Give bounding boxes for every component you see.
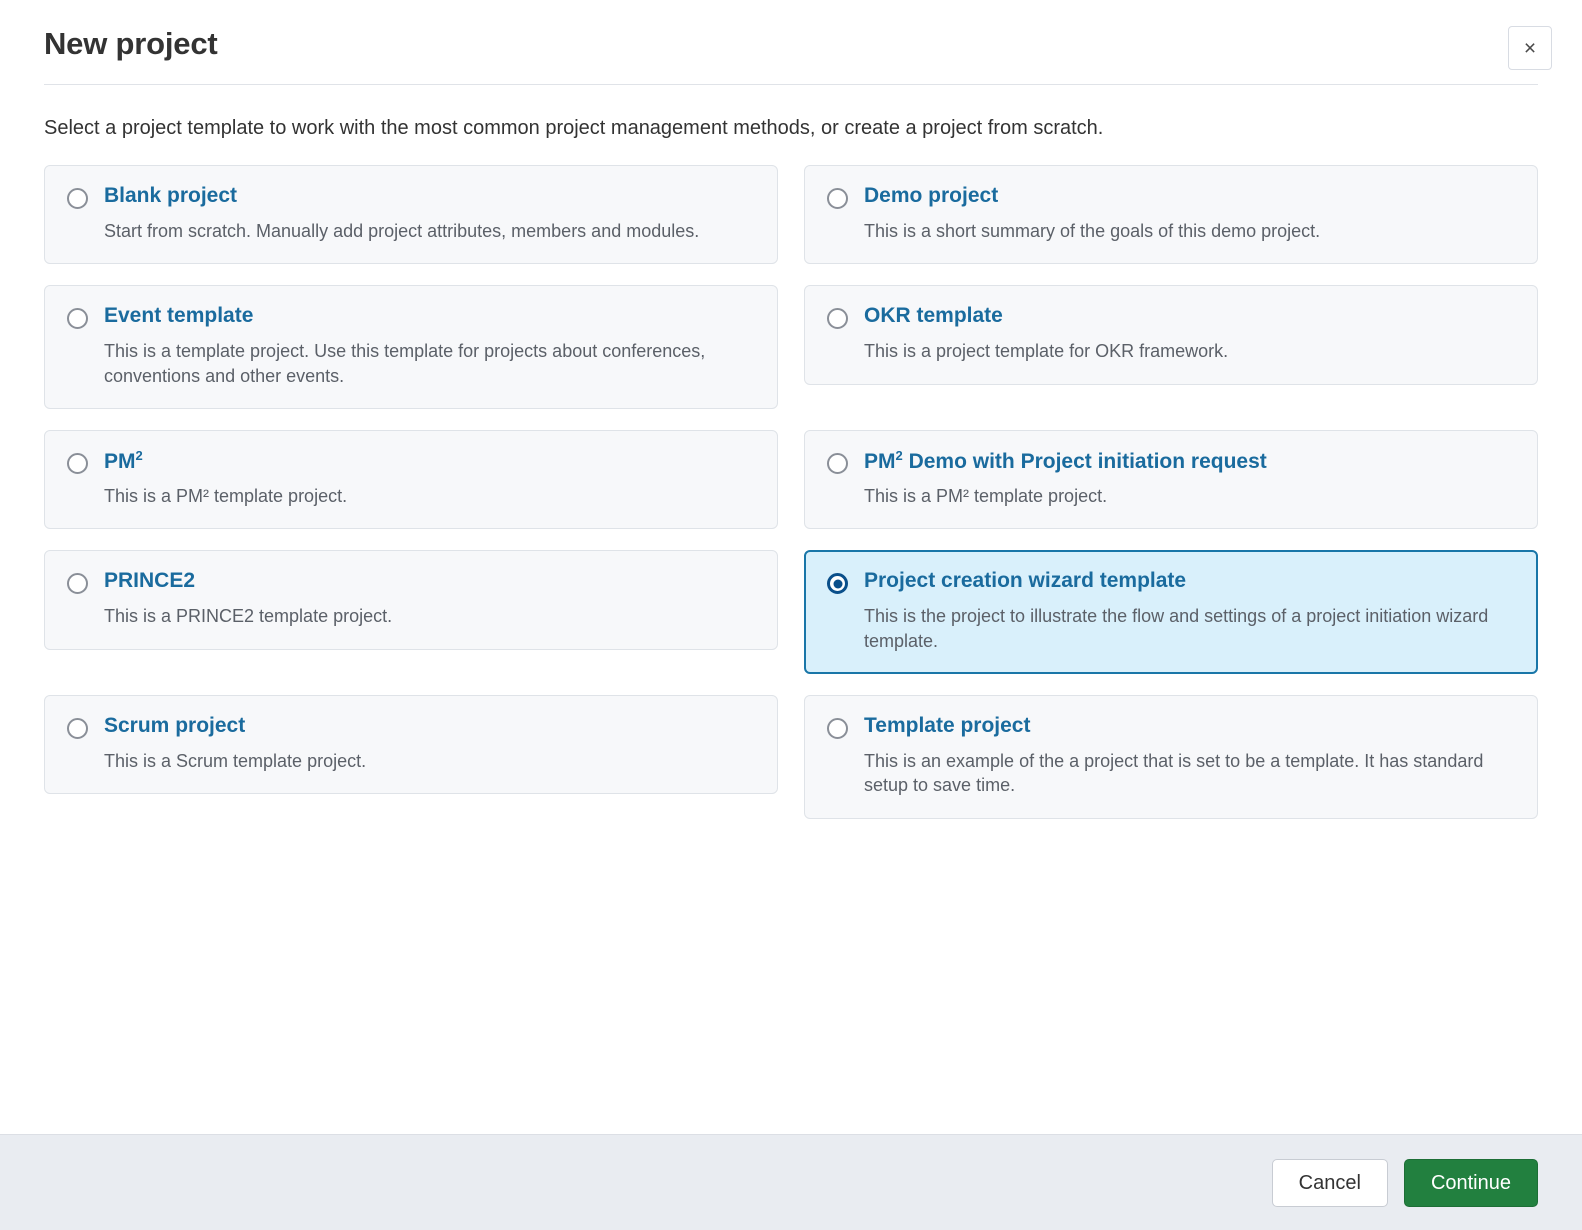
template-description: This is a PM² template project. xyxy=(104,486,348,507)
radio-scrum-project[interactable] xyxy=(67,718,88,739)
template-description: Start from scratch. Manually add project attributes, members and modules. xyxy=(104,221,700,241)
template-title-superscript: 2 xyxy=(135,447,143,463)
intro-text: Select a project template to work with the most common project management methods, or create a project from scratch. xyxy=(44,117,1104,139)
template-title: Event template xyxy=(104,304,254,328)
cancel-button[interactable]: Cancel xyxy=(1272,1159,1388,1207)
dialog-footer xyxy=(0,1134,1582,1230)
template-card-okr-template[interactable] xyxy=(804,285,1538,384)
template-card-template-project[interactable] xyxy=(804,695,1538,819)
continue-button[interactable]: Continue xyxy=(1404,1159,1538,1207)
card-head xyxy=(67,449,755,474)
template-card-demo-project[interactable] xyxy=(804,165,1538,264)
card-head xyxy=(827,569,1515,594)
template-description: This is a template project. Use this template for projects about conferences, conventions and other events. xyxy=(104,341,706,386)
template-card-prince2[interactable] xyxy=(44,550,778,649)
template-title xyxy=(104,449,143,474)
card-head xyxy=(827,304,1515,329)
close-icon[interactable]: × xyxy=(1508,26,1552,70)
template-description: This is a PRINCE2 template project. xyxy=(104,606,393,627)
card-head xyxy=(827,449,1515,474)
page-title: New project xyxy=(44,26,218,61)
radio-okr-template[interactable] xyxy=(827,308,848,329)
template-description: This is a PM² template project. xyxy=(864,486,1108,507)
card-head xyxy=(67,304,755,329)
template-title xyxy=(864,449,1267,474)
template-description: This is a project template for OKR framework. xyxy=(864,341,1229,362)
card-head xyxy=(827,184,1515,209)
template-card-event-template[interactable] xyxy=(44,285,778,409)
template-title-suffix: Demo with Project initiation request xyxy=(902,449,1267,473)
template-title-text: PM xyxy=(104,449,136,473)
radio-prince2[interactable] xyxy=(67,573,88,594)
template-description: This is the project to illustrate the flow and settings of a project initiation wizard template. xyxy=(864,606,1489,651)
template-card-pm2[interactable] xyxy=(44,430,778,529)
template-title: Project creation wizard template xyxy=(864,569,1187,593)
dialog-body xyxy=(0,85,1582,1134)
template-title: Demo project xyxy=(864,184,999,207)
template-title-text: PM xyxy=(864,449,896,473)
radio-project-creation-wizard-template[interactable] xyxy=(827,573,848,594)
template-card-scrum-project[interactable] xyxy=(44,695,778,794)
card-head xyxy=(827,714,1515,739)
radio-event-template[interactable] xyxy=(67,308,88,329)
template-description: This is a short summary of the goals of this demo project. xyxy=(864,221,1321,241)
radio-pm2-demo[interactable] xyxy=(827,453,848,474)
radio-pm2[interactable] xyxy=(67,453,88,474)
card-head xyxy=(67,714,755,739)
template-description: This is an example of the a project that is set to be a template. It has standard setup to save time. xyxy=(864,750,1484,796)
template-title: Scrum project xyxy=(104,713,246,737)
template-card-pm2-demo-with-project-initiation-request[interactable] xyxy=(804,430,1538,529)
radio-template-project[interactable] xyxy=(827,718,848,739)
card-head xyxy=(67,569,755,594)
template-description: This is a Scrum template project. xyxy=(104,750,367,771)
radio-demo-project[interactable] xyxy=(827,188,848,209)
template-title-superscript: 2 xyxy=(895,447,903,463)
dialog-header xyxy=(0,0,1582,84)
template-title: Blank project xyxy=(104,184,238,207)
template-title: PRINCE2 xyxy=(104,569,196,593)
card-head xyxy=(67,184,755,209)
template-card-blank-project[interactable] xyxy=(44,165,778,264)
radio-blank-project[interactable] xyxy=(67,188,88,209)
template-grid xyxy=(44,165,1538,819)
template-title: OKR template xyxy=(864,304,1003,328)
template-title: Template project xyxy=(864,713,1031,737)
template-card-project-creation-wizard-template[interactable] xyxy=(804,550,1538,674)
